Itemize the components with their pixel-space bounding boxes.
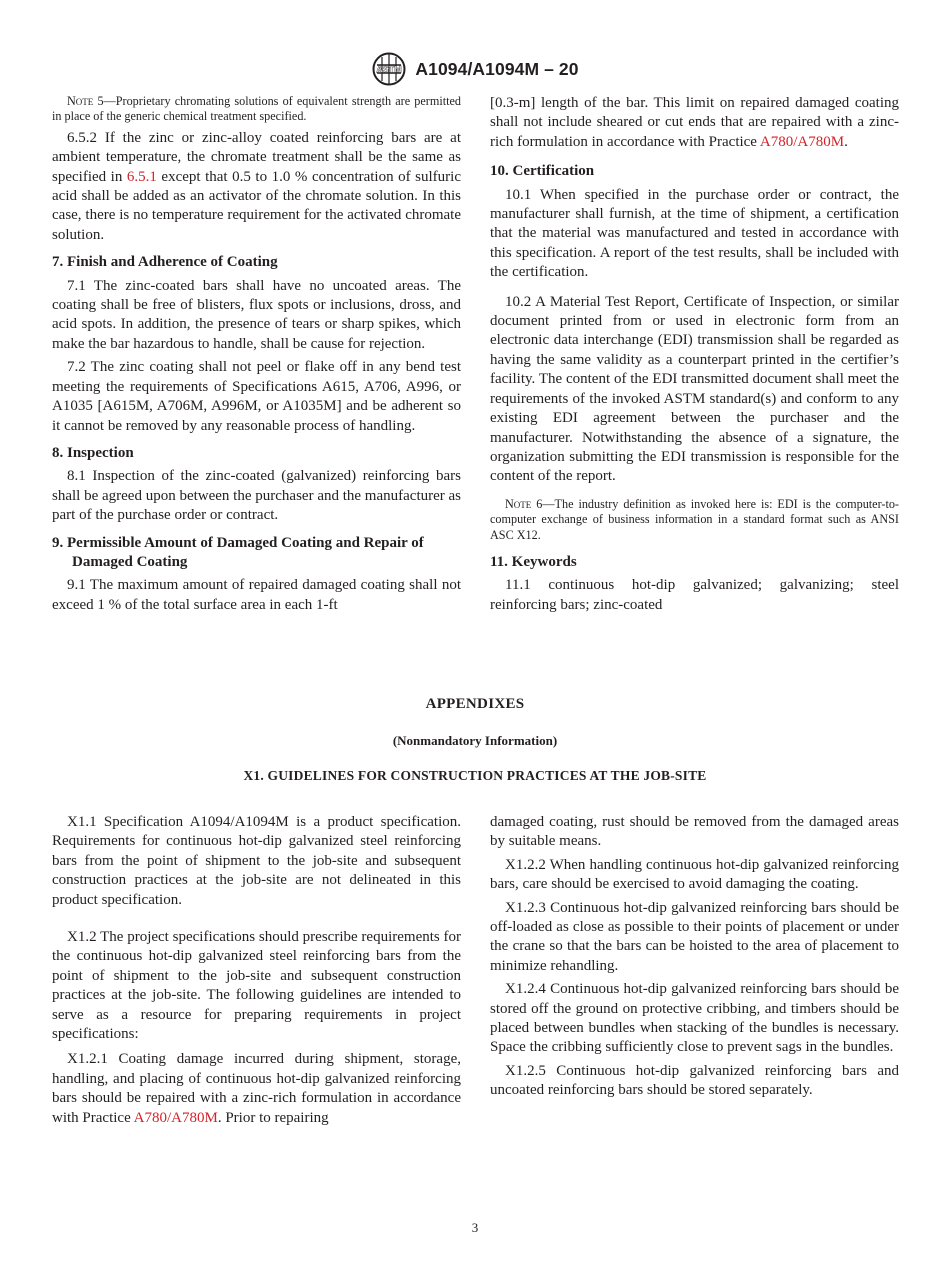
section-x1-2-1-text-a: X1.2.1 Coating damage incurred during shipment, storage, handling, and placing of continuous hot-dip galvanized reinforcing bars should be repaired with a zinc-rich formulation in accordance with Practice (52, 1051, 461, 1126)
link-a780-appendix[interactable]: A780/A780M (133, 1109, 218, 1126)
note-6-text: 6—The industry definition as invoked here is: EDI is the computer-to-computer exchange of business information in a standard format such as ANSI ASC X12. (490, 496, 899, 542)
document-designation: A1094/A1094M – 20 (415, 58, 579, 79)
section-10-heading: 10. Certification (490, 163, 595, 180)
section-x1-2-2: X1.2.2 When handling continuous hot-dip galvanized reinforcing bars, care should be exercised to avoid damaging the coating. (490, 856, 899, 893)
left-column-top (52, 94, 461, 615)
section-6-5-2-text-a: 6.5.2 If the zinc or zinc-alloy coated reinforcing bars are at ambient temperature, the chromate treatment shall be the same as specified in (52, 129, 461, 185)
section-7-2: 7.2 The zinc coating shall not peel or flake off in any bend test meeting the requirements of Specifications A615, A706, A996, or A1035 [A615M, A706M, A996M, or A1035M] and be adherent so it cannot be removed by any reasonable process of handling. (52, 359, 461, 434)
section-7-1: 7.1 The zinc-coated bars shall have no uncoated areas. The coating shall be free of blisters, flux spots or inclusions, dross, and acid spots. In addition, the presence of tears or sharp spikes, which make the bar hazardous to handle, shall be cause for rejection. (52, 277, 461, 352)
astm-logo-icon (371, 52, 407, 86)
section-9-1-continued-text-a: [0.3-m] length of the bar. This limit on repaired damaged coating shall not include sheared or cut ends that are repaired with a zinc-rich formulation in accordance with Practice (490, 95, 899, 150)
section-9-heading: 9. Permissible Amount of Damaged Coating and Repair of Damaged Coating (52, 534, 424, 570)
section-11-1: 11.1 continuous hot-dip galvanized; galvanizing; steel reinforcing bars; zinc-coated (490, 577, 899, 613)
section-10-2: 10.2 A Material Test Report, Certificate of Inspection, or similar document printed from or used in electronic form from an electronic data interchange (EDI) transmission shall be regarded as having the same validity as a counterpart printed in the certifier’s facility. The content of the EDI transmitted document shall meet the requirements of the invoked ASTM standard(s) and conform to any existing EDI agreement between the purchaser and the manufacturer. Notwithstanding the absence of a signature, the organization submitting the EDI transmission is responsible for the content of the report. (490, 293, 899, 485)
section-9-1-continued-text-b: . (844, 133, 848, 150)
note-5-text: 5—Proprietary chromating solutions of equivalent strength are permitted in place of the generic chemical treatment specified. (52, 94, 461, 124)
appendix-x1-heading: X1. GUIDELINES FOR CONSTRUCTION PRACTICES AT THE JOB-SITE (243, 768, 707, 783)
section-x1-2-3: X1.2.3 Continuous hot-dip galvanized reinforcing bars should be off-loaded as close as possible to their points of placement or under the crane so that the bars can be hoisted to the area of placement to minimize rehandling. (490, 899, 899, 974)
left-column-bottom (52, 813, 461, 1128)
note-5-label: Note (67, 94, 94, 108)
section-11-heading: 11. Keywords (490, 553, 577, 570)
appendixes-subtitle: (Nonmandatory Information) (392, 733, 558, 748)
section-10-1: 10.1 When specified in the purchase order or contract, the manufacturer shall furnish, at the time of shipment, a certification that the material was manufactured and tested in accordance with this specification. A report of the test results, shall be included with the certification. (490, 186, 899, 281)
section-8-1: 8.1 Inspection of the zinc-coated (galvanized) reinforcing bars shall be agreed upon between the purchaser and the manufacturer as part of the purchase order or contract. (52, 468, 461, 524)
right-column-top (490, 94, 899, 615)
section-x1-2-4: X1.2.4 Continuous hot-dip galvanized reinforcing bars should be stored off the ground on protective cribbing, and timbers should be placed between bundles when stacking of the bundles is necessary. Space the cribbing sufficiently close to prevent sags in the bundles. (490, 981, 899, 1056)
section-x1-1: X1.1 Specification A1094/A1094M is a product specification. Requirements for continuous hot-dip galvanized steel reinforcing bars from the point of shipment to the job-site and subsequent construction practices at the job-site are not delineated in this product specification. (52, 814, 461, 908)
note-6 (490, 497, 899, 543)
svg-text:ASTM: ASTM (376, 64, 403, 75)
section-x1-2-1-continued: damaged coating, rust should be removed from the damaged areas by suitable means. (490, 814, 899, 850)
section-x1-2-1 (52, 1050, 461, 1128)
link-a780[interactable]: A780/A780M (759, 133, 845, 150)
section-8-heading: 8. Inspection (52, 444, 134, 461)
note-6-label: Note (505, 496, 532, 511)
section-9-1: 9.1 The maximum amount of repaired damaged coating shall not exceed 1 % of the total surface area in each 1-ft (52, 577, 461, 613)
link-6-5-1[interactable]: 6.5.1 (126, 168, 157, 185)
section-x1-2-5: X1.2.5 Continuous hot-dip galvanized reinforcing bars and uncoated reinforcing bars should be stored separately. (490, 1062, 899, 1099)
right-column-bottom (490, 813, 899, 1101)
page-header (0, 52, 950, 86)
section-9-1-continued (490, 94, 899, 152)
section-7-heading: 7. Finish and Adherence of Coating (52, 254, 278, 271)
section-x1-2-1-text-b: . Prior to repairing (217, 1109, 329, 1126)
section-6-5-2 (52, 129, 461, 245)
note-5 (52, 94, 461, 125)
section-x1-2: X1.2 The project specifications should prescribe requirements for the continuous hot-dip galvanized steel reinforcing bars from the point of shipment to the job-site and subsequent construction practices at the job-site. The following guidelines are intended to serve as a resource for preparing requirements in project specifications: (52, 929, 461, 1043)
section-6-5-2-text-b: except that 0.5 to 1.0 % concentration of sulfuric acid shall be added as an activator of the chromate solution. In this case, there is no temperature requirement for the activated chromate solution. (52, 168, 461, 243)
page-number: 3 (471, 1220, 479, 1235)
appendixes-title: APPENDIXES (425, 696, 525, 712)
